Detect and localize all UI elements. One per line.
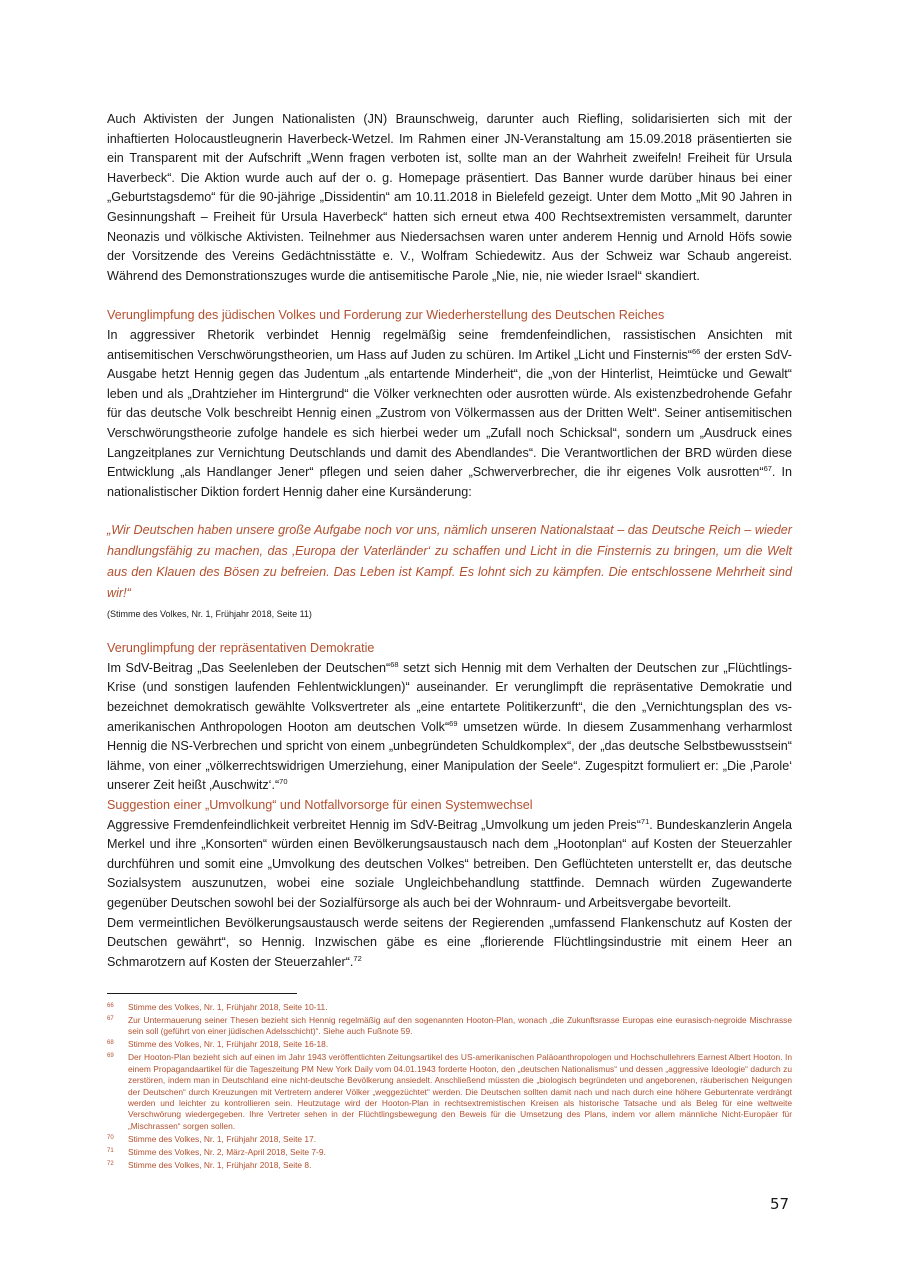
footnote-70 [107, 1134, 792, 1145]
footnote-text: Zur Untermauerung seiner Thesen bezieht sich Hennig regelmäßig auf den sogenannten Hooton-Plan, wonach „die Zukunftsrasse Europas eine eurasisch-negroide Mischrasse sein soll (geführt von einer jüdischen Adelsschicht)“. Siehe auch Fußnote 59. [128, 1015, 792, 1037]
paragraph-jn-braunschweig: Auch Aktivisten der Jungen Nationalisten (JN) Braunschweig, darunter auch Riefling, solidarisierten sich mit der inhaftierten Holocaustleugnerin Haverbeck-Wetzel. Im Rahmen einer JN-Veranstaltung am 15.09.2018 präsentierten sie ein Transparent mit der Aufschrift „Wenn fragen verboten ist, sollte man an der Wahrheit zweifeln! Freiheit für Ursula Haverbeck“. Die Aktion wurde auch auf der o. g. Homepage präsentiert. Das Banner wurde darüber hinaus bei einer „Geburtstagsdemo“ für die 90-jährige „Dissidentin“ am 10.11.2018 in Bielefeld gezeigt. Unter dem Motto „Mit 90 Jahren in Gesinnungshaft – Freiheit für Ursula Haverbeck“ hatten sich erneut etwa 400 Rechtsextremisten versammelt, darunter Neonazis und völkische Aktivisten. Teilnehmer aus Niedersachsen waren unter anderem Hennig und Arnold Höfs sowie der Vorsitzende des Vereins Gedächtnisstätte e. V., Wolfram Schiedewitz. Aus der Schweiz war Schaub angereist. Während des Demonstrationszuges wurde die antisemitische Parole „Nie, nie, nie wieder Israel“ skandiert. [107, 112, 792, 283]
footnote-ref-71[interactable]: 71 [640, 816, 650, 826]
footnote-number: 68 [107, 1040, 114, 1047]
footnotes [107, 1002, 792, 1173]
footnote-ref-66[interactable]: 66 [691, 346, 701, 356]
paragraph-seelenleben: Im SdV-Beitrag „Das Seelenleben der Deutschen“$^{68}$ setzt sich Hennig mit dem Verhalten der Deutschen zur „Flüchtlings-Krise (und sonstigen laufenden Fehlentwicklungen)“ auseinander. Er verunglimpft die repräsentative Demokratie und bezeichnet demokratisch gewählte Volksvertreter als „eine entartete Politikerzunft“, die den „Vernichtungsplan des vs-amerikanischen Anthropologen Hooton am deutschen Volk“$^{69}$ umsetzen würde. In diesem Zusammenhang verharmlost Hennig die NS-Verbrechen und spricht von einem „unbegründeten Schuldkomplex“, der „das deutsche Selbstbewusstsein“ lähme, von einer „völkerrechtswidrigen Umerziehung, einer Manipulation der Seele“. Zugespitzt formuliert er: „Die ‚Parole‘ unserer Zeit heißt ‚Auschwitz‘.“$^{70}$ [107, 659, 792, 793]
footnote-ref-72[interactable]: 72 [353, 953, 362, 963]
footnote-number: 69 [107, 1053, 114, 1060]
section-heading-juedisches-volk: Verunglimpfung des jüdischen Volkes und Forderung zur Wiederherstellung des Deutschen Reiches [107, 308, 665, 323]
paragraph-umvolkung: Aggressive Fremdenfeindlichkeit verbreitet Hennig im SdV-Beitrag „Umvolkung um jeden Preis“$^{71}$. Bundeskanzlerin Angela Merkel und ihre „Konsorten“ würden einen Bevölkerungsaustausch nach dem „Hootonplan“ auf Kosten der Steuerzahler durchführen und somit eine „Umvolkung des deutschen Volkes“ betreiben. Den Geflüchteten unterstellt er, das deutsche Sozialsystem auszunutzen, wobei eine soziale Ungleichbehandlung stattfinde. Demnach würden Zugewanderte gegenüber Deutschen sowohl bei der Sozialfürsorge als auch bei der Wohnraum- und Arbeitsvergabe bevorteilt. [107, 816, 792, 910]
footnote-divider [107, 993, 297, 994]
footnote-text: Stimme des Volkes, Nr. 1, Frühjahr 2018, Seite 16-18. [128, 1039, 329, 1050]
footnote-text: Stimme des Volkes, Nr. 1, Frühjahr 2018, Seite 17. [128, 1133, 317, 1144]
footnote-number: 70 [107, 1134, 114, 1141]
footnote-ref-70[interactable]: 70 [279, 777, 288, 787]
footnote-number: 66 [107, 1003, 114, 1009]
page-body [107, 110, 792, 972]
footnote-number: 67 [107, 1016, 114, 1022]
block-quote: „Wir Deutschen haben unsere große Aufgabe noch vor uns, nämlich unseren Nationalstaat – das Deutsche Reich – wieder handlungsfähig zu machen, das ‚Europa der Vaterländer‘ zu schaffen und Licht in die Finsternis zu bringen, um die Welt aus den Klauen des Bösen zu befreien. Das Leben ist Kampf. Es lohnt sich zu kämpfen. Die entschlossene Mehrheit sind wir!“ [107, 523, 792, 601]
section-heading-umvolkung: Suggestion einer „Umvolkung“ und Notfallvorsorge für einen Systemwechsel [107, 798, 533, 813]
footnote-68 [107, 1039, 792, 1050]
footnote-number: 72 [107, 1160, 114, 1167]
footnote-69 [107, 1052, 792, 1132]
footnote-text: Der Hooton-Plan bezieht sich auf einen im Jahr 1943 veröffentlichten Zeitungsartikel des US-amerikanischen Paläoanthropologen und Hochschullehrers Earnest Albert Hooton. In einem Propagandaartikel für die Tageszeitung PM New York Daily vom 04.01.1943 forderte Hooton, den „deutschen Nationalismus“ und dessen „aggressive Ideologie“ dadurch zu zerstören, indem man in Deutschland eine nicht-deutsche Bevölkerung ansiedelt. Anschließend müssten die „biologisch begründeten und angeborenen, räuberischen Neigungen der Deutschen“ durch Kreuzungen mit Vertretern anderer Völker „weggezüchtet“ werden. Die Deutschen sollten damit nach und nach durch eine höhere Geburtenrate verdrängt werden und leichter zu kontrollieren sein. Heutzutage wird der Hooton-Plan in rechtsextremistischen Kreisen als historische Tatsache und als Beleg für eine weltweite Verschwörung wiedergegeben. Ihre Vertreter sehen in der Flüchtlingsbewegung den Beweis für die Umsetzung des Plans, indem vor allem männliche Nicht-Europäer für „Mischrassen“ sorgen sollen. [128, 1052, 792, 1131]
page-number: 57 [770, 1195, 790, 1213]
footnote-text: Stimme des Volkes, Nr. 2, März-April 2018, Seite 7-9. [128, 1146, 326, 1157]
footnote-67 [107, 1015, 792, 1038]
section-heading-demokratie: Verunglimpfung der repräsentativen Demokratie [107, 641, 375, 656]
footnote-ref-67[interactable]: 67 [763, 464, 772, 474]
footnote-ref-69[interactable]: 69 [449, 718, 458, 728]
footnote-71 [107, 1147, 792, 1158]
footnote-text: Stimme des Volkes, Nr. 1, Frühjahr 2018, Seite 10-11. [128, 1002, 328, 1012]
footnote-ref-68[interactable]: 68 [390, 659, 399, 669]
quote-source: (Stimme des Volkes, Nr. 1, Frühjahr 2018, Seite 11) [107, 609, 312, 620]
footnote-number: 71 [107, 1147, 114, 1154]
footnote-66 [107, 1002, 792, 1013]
footnote-72 [107, 1160, 792, 1171]
footnote-text: Stimme des Volkes, Nr. 1, Frühjahr 2018, Seite 8. [128, 1159, 312, 1170]
paragraph-bevoelkerungsaustausch: Dem vermeintlichen Bevölkerungsaustausch werde seitens der Regierenden „umfassend Flankenschutz auf Kosten der Deutschen gewährt“, so Hennig. Inzwischen gäbe es eine „florierende Flüchtlingsindustrie mit einem Heer an Schmarotzern auf Kosten der Steuerzahler“.$^{72}$ [107, 915, 792, 969]
paragraph-licht-und-finsternis: In aggressiver Rhetorik verbindet Hennig regelmäßig seine fremdenfeindlichen, rassistischen Ansichten mit antisemitischen Verschwörungstheorien, um Hass auf Juden zu schüren. Im Artikel „Licht und Finsternis“$^{66}$ der ersten SdV-Ausgabe hetzt Hennig gegen das Judentum „als entartende Minderheit“, die „von der Hinterlist, Heimtücke und Gewalt“ leben und als „Drahtzieher im Hintergrund“ die Völker verknechten oder ausrotten würde. Als existenzbedrohende Gefahr für das deutsche Volk beschreibt Hennig einen „Zustrom von Völkermassen aus der Dritten Welt“. Seiner antisemitischen Verschwörungstheorie zufolge handele es sich hierbei weder um „Zufall noch Schicksal“, sondern um „Ausdruck eines Langzeitplanes zur Vernichtung Deutschlands und damit des Abendlandes“. Die Verantwortlichen der BRD würden diese Entwicklung „als Handlanger Jener“ pflegen und seien daher „Schwerverbrecher, die ihr eigenes Volk ausrotten“$^{67}$. In nationalistischer Diktion fordert Hennig daher eine Kursänderung: [107, 327, 792, 499]
